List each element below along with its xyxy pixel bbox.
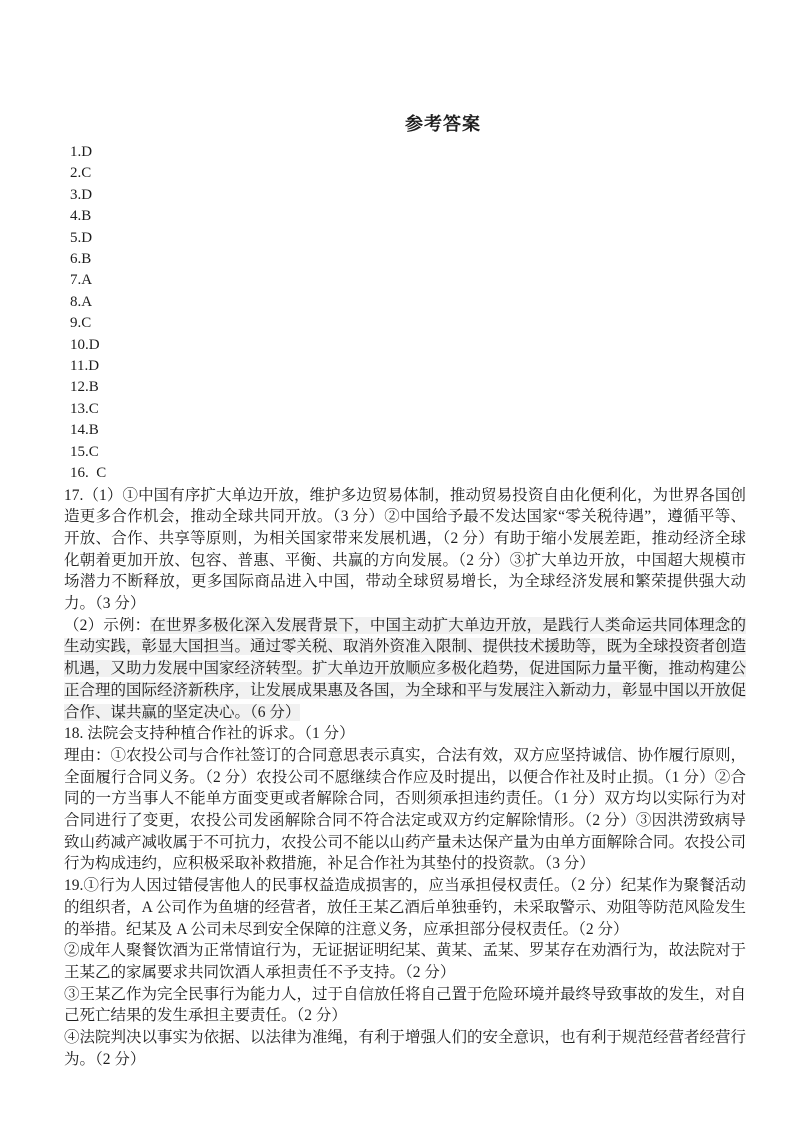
answer-item-16: 16. C [70, 465, 107, 482]
answer-item-14: 14.B [70, 422, 99, 439]
q17-part2-label: （2）示例： [64, 616, 151, 634]
answer-item-4: 4.B [70, 208, 92, 225]
answer-item-8: 8.A [70, 293, 93, 310]
answer-item-1: 1.D [70, 144, 93, 160]
answer-item-7: 7.A [70, 272, 93, 289]
q18-reasons: 理由：①农投公司与合作社签订的合同意思表示真实，合法有效，双方应坚持诚信、协作履行原则，全面履行合同义务。（2 分）农投公司不愿继续合作应及时提出，以便合作社及时止损。（1 分）②合同的一方当事人不能单方面变更或者解除合同，否则须承担违约责任。（1 分）双方均以实际行为对合同进行了变更，农投公司发函解除合同不符合法定或双方约定解除情形。（2 分）③因洪涝致病导致山药减产减收属于不可抗力，农投公司不能以山药产量未达保产量为由单方面解除合同。农投公司行为构成违约，应积极采取补救措施，补足合作社为其垫付的投资款。（3 分） [64, 746, 747, 873]
q17-part2-highlighted-text: 在世界多极化深入发展背景下，中国主动扩大单边开放，是践行人类命运共同体理念的生动实践，彰显大国担当。通过零关税、取消外资准入限制、提供技术援助等，既为全球投资者创造机遇，又助力发展中国家经济转型。扩大单边开放顺应多极化趋势，促进国际力量平衡，推动构建公正合理的国际经济新秩序，让发展成果惠及各国，为全球和平与发展注入新动力，彰显中国以开放促合作、谋共赢的坚定决心。（6 分） [64, 616, 747, 721]
answer-item-15: 15.C [70, 443, 99, 460]
answer-item-3: 3.D [70, 186, 93, 203]
q17-part1-answer: 17.（1）①中国有序扩大单边开放，维护多边贸易体制，推动贸易投资自由化便利化，为世界各国创造更多合作机会，推动全球共同开放。（3 分）②中国给予最不发达国家“零关税待遇”，遵循平等、开放、合作、共享等原则，为相关国家带来发展机遇，（2 分）有助于缩小发展差距，推动经济全球化朝着更加开放、包容、普惠、平衡、共赢的方向发展。（2 分）③扩大单边开放，中国超大规模市场潜力不断释放，更多国际商品进入中国，带动全球贸易增长，为全球经济发展和繁荣提供强大动力。（3 分） [64, 486, 746, 613]
q17-part2-answer [64, 615, 746, 724]
answer-item-12: 12.B [70, 379, 99, 396]
q19-point4: ④法院判决以事实为依据、以法律为准绳，有利于增强人们的安全意识，也有利于规范经营者经营行为。（2 分） [64, 1029, 747, 1068]
answer-item-5: 5.D [70, 229, 93, 246]
answer-item-11: 11.D [70, 358, 100, 375]
q19-point3: ③王某乙作为完全民事行为能力人，过于自信放任将自己置于危险环境并最终导致事故的发生，对自己死亡结果的发生承担主要责任。（2 分） [64, 985, 747, 1025]
page-title: 参考答案 [405, 114, 481, 134]
q19-point1: 19.①行为人因过错侵害他人的民事权益造成损害的，应当承担侵权责任。（2 分）纪某作为聚餐活动的组织者，A 公司作为鱼塘的经营者，放任王某乙酒后单独垂钓，未采取警示、劝阻等防范风险发生的举措。纪某及 A 公司未尽到安全保障的注意义务，应承担部分侵权责任。（2 分） [64, 877, 746, 938]
answer-item-13: 13.C [70, 400, 99, 417]
answer-item-2: 2.C [70, 165, 92, 182]
q18-verdict: 18. 法院会支持种植合作社的诉求。（1 分） [64, 725, 355, 743]
multiple-choice-answer-list [64, 142, 746, 485]
answer-item-10: 10.D [70, 336, 100, 353]
answer-item-6: 6.B [70, 251, 92, 268]
q19-point2: ②成年人聚餐饮酒为正常情谊行为，无证据证明纪某、黄某、孟某、罗某存在劝酒行为，故法院对于王某乙的家属要求共同饮酒人承担责任不予支持。（2 分） [64, 942, 747, 981]
answer-item-9: 9.C [70, 315, 92, 332]
free-response-section [64, 485, 746, 1071]
